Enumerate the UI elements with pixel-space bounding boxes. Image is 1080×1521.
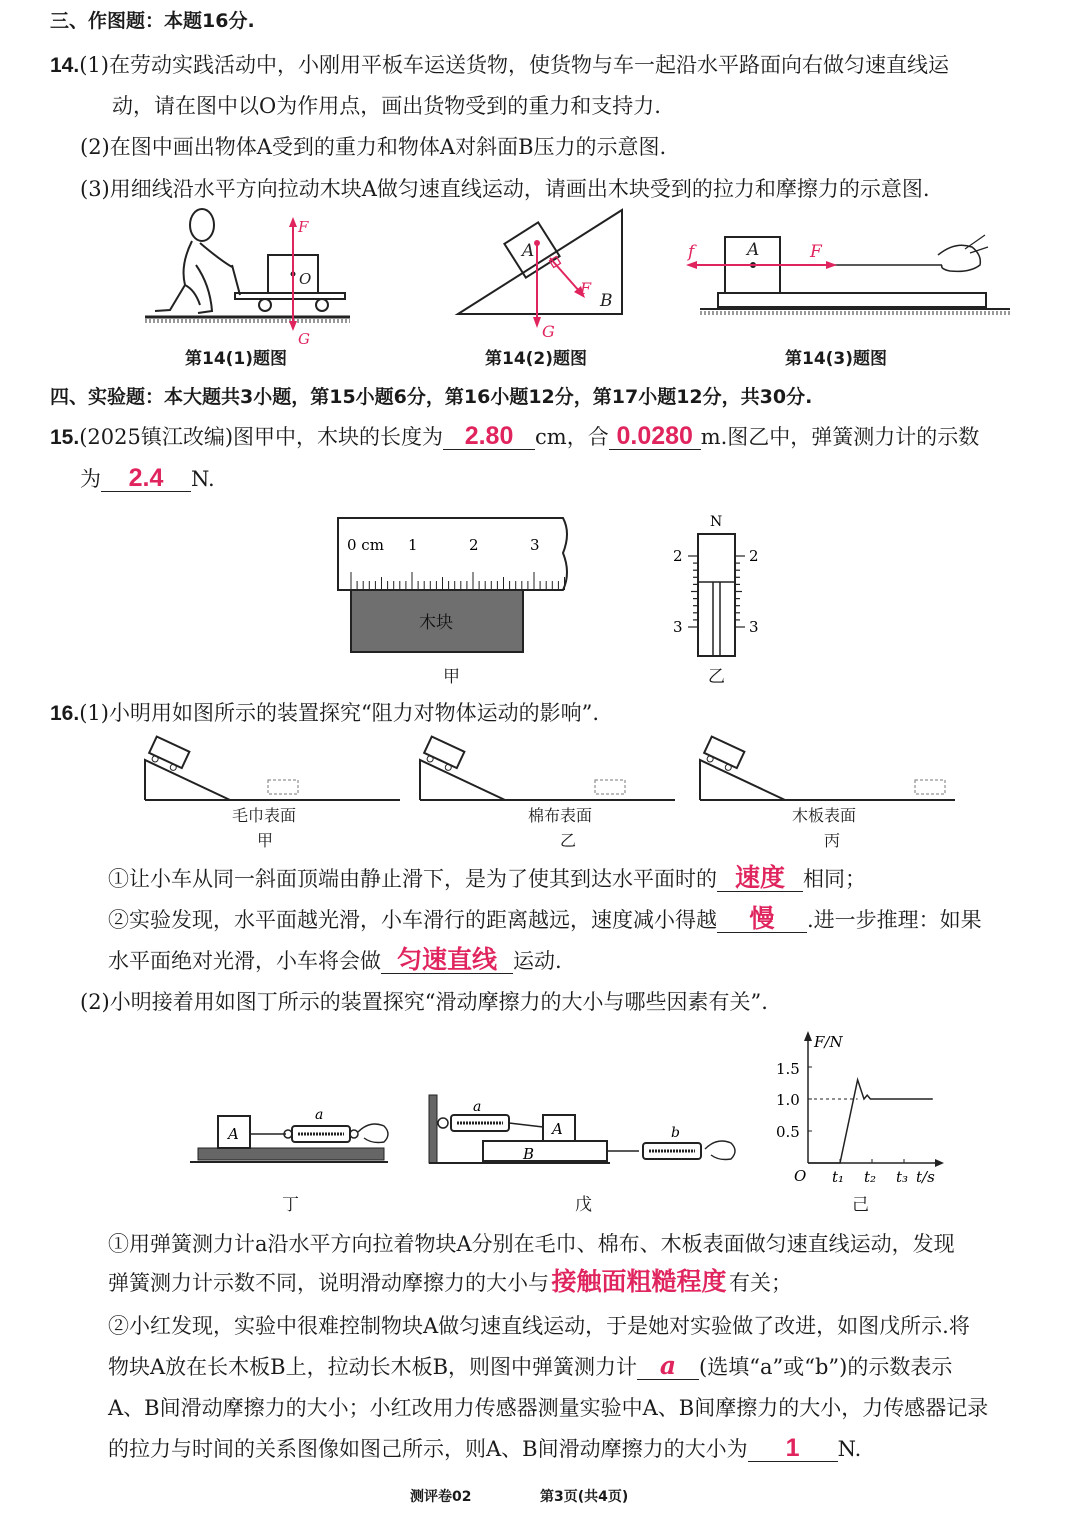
chart-origin: O bbox=[794, 1167, 807, 1185]
fig2-label-G: G bbox=[542, 322, 555, 341]
q16-answer-slow: 慢 bbox=[717, 906, 807, 933]
q15-text-a: (2025镇江改编)图甲中，木块的长度为 bbox=[79, 425, 444, 449]
figure-16-wood bbox=[695, 735, 960, 807]
q16-p2: (2)小明接着用如图丁所示的装置探究“滑动摩擦力的大小与哪些因素有关”. bbox=[80, 990, 768, 1014]
figure-15-ruler bbox=[335, 515, 575, 660]
figE-label-A: A bbox=[552, 1120, 563, 1138]
figD-label-a: a bbox=[315, 1107, 324, 1123]
q16-j2-a: ②小红发现，实验中很难控制物块A做匀速直线运动，于是她对实验做了改进，如图戊所示.将 bbox=[108, 1314, 970, 1338]
figure-15-spring-gauge bbox=[665, 510, 775, 660]
fig2-label-A: A bbox=[522, 241, 535, 261]
fig2-label-B: B bbox=[600, 291, 613, 311]
gauge-left-2: 2 bbox=[673, 547, 683, 565]
q14-p3: (3)用细线沿水平方向拉动木块A做匀速直线运动，请画出木块受到的拉力和摩擦力的示意图. bbox=[80, 177, 930, 201]
q16-item2 bbox=[108, 905, 982, 935]
q16-j2-text-c: (选填“a”或“b”)的示数表示 bbox=[699, 1355, 953, 1379]
q16-answer-roughness: 接触面粗糙程度 bbox=[551, 1268, 727, 1296]
q16-j1-text-b: 弹簧测力计示数不同，说明滑动摩擦力的大小与 bbox=[108, 1271, 549, 1295]
q16-j1-a: ①用弹簧测力计a沿水平方向拉着物块A分别在毛巾、棉布、木板表面做匀速直线运动，发现 bbox=[108, 1232, 955, 1256]
q16-j2-text-b: 物块A放在长木板B上，拉动长木板B，则图中弹簧测力计 bbox=[108, 1355, 638, 1379]
ruler-tick-0: 0 cm bbox=[347, 536, 384, 554]
figE-label-a: a bbox=[473, 1099, 482, 1115]
fig3-label-f: f bbox=[688, 242, 695, 262]
ruler-tick-3: 3 bbox=[530, 536, 540, 554]
fig3-label-F: F bbox=[810, 242, 822, 262]
caption-15-yi: 乙 bbox=[708, 667, 725, 687]
fig3-label-A: A bbox=[747, 240, 760, 260]
q16-p1: (1)小明用如图所示的装置探究“阻力对物体运动的影响”. bbox=[79, 701, 600, 725]
q16-item2-text-d: 运动. bbox=[513, 949, 562, 973]
gauge-left-3: 3 bbox=[673, 618, 683, 636]
surface-towel: 毛巾表面 bbox=[232, 806, 297, 825]
figure-16-cotton bbox=[415, 735, 680, 807]
q16-line1 bbox=[50, 698, 599, 729]
q16-item2-text-c: 水平面绝对光滑，小车将会做 bbox=[108, 949, 381, 973]
q16-j2-d: A、B间滑动摩擦力的大小；小红改用力传感器测量实验中A、B间摩擦力的大小，力传感器记录 bbox=[108, 1396, 989, 1420]
chart-series-line bbox=[808, 1080, 933, 1163]
q16-item1 bbox=[108, 864, 866, 894]
caption-16-jia: 甲 bbox=[257, 831, 274, 850]
figure-16-ji-chart bbox=[770, 1025, 950, 1190]
q16-item2-text-a: ②实验发现，水平面越光滑，小车滑行的距离越远，速度减小得越 bbox=[108, 908, 717, 932]
figD-label-A: A bbox=[228, 1125, 239, 1143]
fig1-label-O: O bbox=[299, 270, 312, 288]
q15-text-d: 为 bbox=[80, 467, 101, 491]
figure-16-towel bbox=[140, 735, 405, 807]
figure-14-1-cart bbox=[140, 205, 360, 350]
fig1-label-G: G bbox=[298, 330, 310, 348]
q16-item1-text-a: ①让小车从同一斜面顶端由静止滑下，是为了使其到达水平面时的 bbox=[108, 867, 717, 891]
q15-line1 bbox=[50, 422, 979, 453]
q16-j2-last bbox=[108, 1434, 861, 1464]
caption-16-yi: 乙 bbox=[560, 831, 577, 850]
q15-text-e: N. bbox=[191, 467, 215, 491]
q15-answer-length-cm: 2.80 bbox=[443, 423, 535, 450]
q15-text-c: m.图乙中，弹簧测力计的示数 bbox=[700, 425, 980, 449]
ruler-tick-2: 2 bbox=[469, 536, 479, 554]
chart-xtick-t1: t₁ bbox=[832, 1168, 845, 1186]
q16-item2-text-b: .进一步推理：如果 bbox=[807, 908, 982, 932]
chart-xtick-t3: t₃ bbox=[896, 1168, 909, 1186]
q16-j2-text-f: N. bbox=[837, 1437, 862, 1461]
q16-number: 16. bbox=[50, 702, 80, 725]
caption-14-3: 第14(3)题图 bbox=[785, 349, 888, 369]
gauge-unit: N bbox=[710, 514, 723, 530]
surface-wood: 木板表面 bbox=[792, 806, 857, 825]
q16-answer-friction: 1 bbox=[748, 1435, 838, 1462]
q16-item1-text-b: 相同； bbox=[803, 867, 866, 891]
q15-text-b: cm，合 bbox=[535, 425, 609, 449]
q15-line2 bbox=[80, 464, 215, 494]
caption-16-wu: 戊 bbox=[575, 1195, 592, 1215]
figE-label-b: b bbox=[671, 1125, 680, 1141]
fig1-label-F: F bbox=[298, 218, 309, 236]
figure-16-wu bbox=[425, 1093, 745, 1168]
gauge-right-2: 2 bbox=[749, 547, 759, 565]
section-4-title: 四、实验题：本大题共3小题，第15小题6分，第16小题12分，第17小题12分，共30分. bbox=[50, 386, 813, 408]
q16-item2-cont bbox=[108, 946, 562, 976]
q16-j1 bbox=[108, 1268, 792, 1298]
caption-15-jia: 甲 bbox=[443, 667, 460, 687]
q14-p2: (2)在图中画出物体A受到的重力和物体A对斜面B压力的示意图. bbox=[80, 135, 667, 159]
figure-14-3-pull bbox=[680, 225, 1020, 325]
q14-p1-line1: (1)在劳动实践活动中，小刚用平板车运送货物，使货物与车一起沿水平路面向右做匀速直线运 bbox=[79, 53, 949, 77]
q14-p1-line2: 动，请在图中以O为作用点，画出货物受到的重力和支持力. bbox=[112, 94, 661, 118]
figure-14-2-incline bbox=[450, 200, 640, 345]
q14-line1 bbox=[50, 50, 949, 81]
q15-answer-length-m: 0.0280 bbox=[609, 423, 701, 450]
footer-page-number: 第3页(共4页) bbox=[540, 1489, 629, 1505]
ruler-block-label: 木块 bbox=[419, 613, 453, 633]
caption-14-1: 第14(1)题图 bbox=[185, 349, 288, 369]
chart-xtick-t2: t₂ bbox=[864, 1168, 877, 1186]
caption-16-ding: 丁 bbox=[282, 1195, 299, 1215]
caption-16-bing: 丙 bbox=[824, 831, 841, 850]
caption-14-2: 第14(2)题图 bbox=[485, 349, 588, 369]
chart-xlabel: t/s bbox=[916, 1168, 935, 1186]
chart-ylabel: F/N bbox=[814, 1033, 843, 1051]
q16-j2 bbox=[108, 1352, 952, 1382]
q15-answer-force: 2.4 bbox=[101, 465, 191, 492]
q15-number: 15. bbox=[50, 426, 80, 449]
q16-j2-text-e: 的拉力与时间的关系图像如图己所示，则A、B间滑动摩擦力的大小为 bbox=[108, 1437, 748, 1461]
section-3-title: 三、作图题：本题16分. bbox=[50, 10, 255, 32]
figure-16-ding bbox=[188, 1100, 393, 1170]
q16-answer-uniform: 匀速直线 bbox=[381, 947, 513, 974]
chart-ytick-1.0: 1.0 bbox=[776, 1091, 800, 1109]
gauge-right-3: 3 bbox=[749, 618, 759, 636]
ruler-tick-1: 1 bbox=[408, 536, 418, 554]
surface-cotton: 棉布表面 bbox=[528, 806, 593, 825]
caption-16-ji: 己 bbox=[852, 1195, 869, 1215]
q16-j1-text-c: 有关； bbox=[729, 1271, 792, 1295]
fig2-label-F: F bbox=[580, 279, 592, 298]
q16-answer-gauge-a: a bbox=[637, 1353, 699, 1380]
footer-paper-name: 测评卷02 bbox=[410, 1489, 472, 1505]
chart-ytick-0.5: 0.5 bbox=[776, 1123, 800, 1141]
q14-number: 14. bbox=[50, 54, 80, 77]
figE-label-B: B bbox=[523, 1145, 535, 1163]
chart-ytick-1.5: 1.5 bbox=[776, 1060, 800, 1078]
q16-answer-speed: 速度 bbox=[717, 865, 803, 892]
